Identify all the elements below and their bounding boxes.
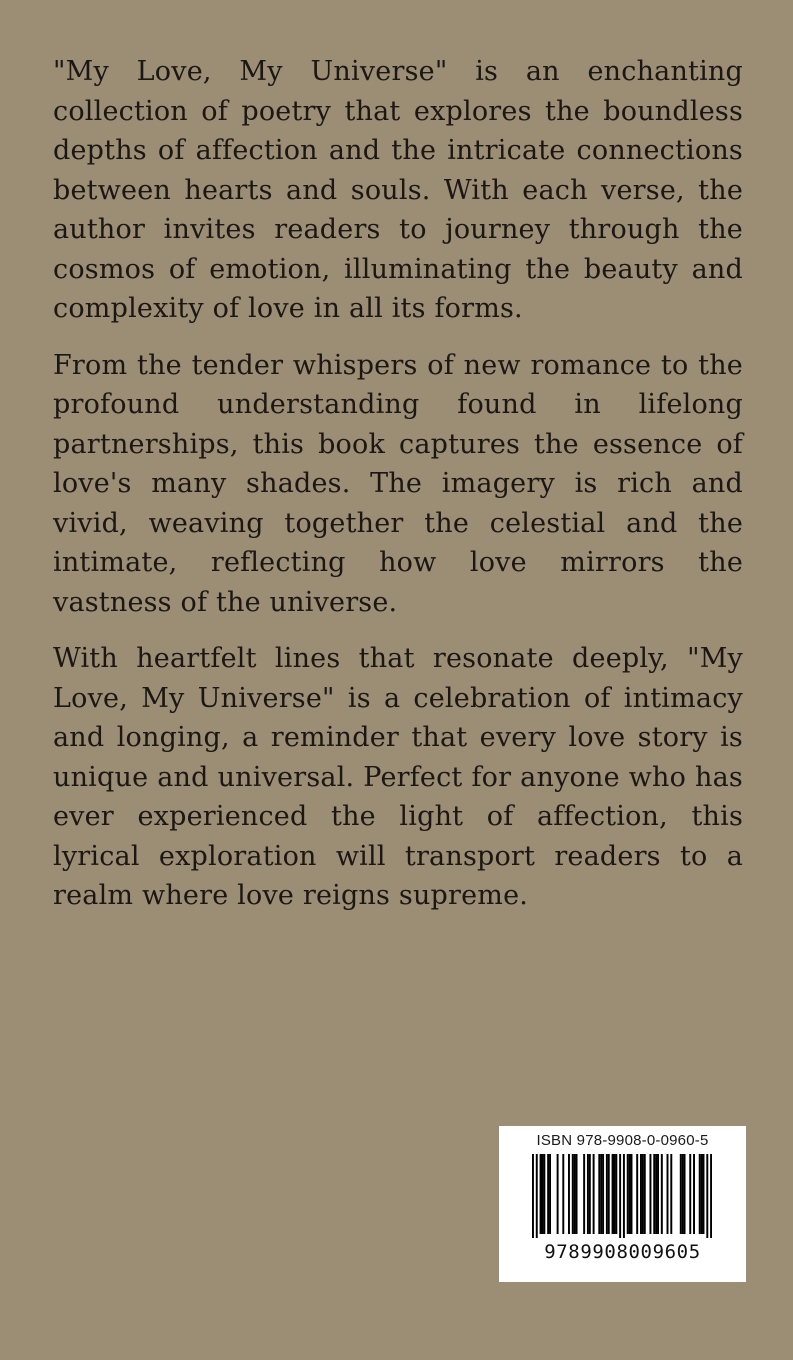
barcode-bar (589, 1154, 591, 1234)
barcode-bars (532, 1154, 712, 1238)
barcode-bar (572, 1154, 574, 1234)
isbn-label: ISBN 978-9908-0-0960-5 (536, 1132, 709, 1149)
barcode-bar (547, 1154, 549, 1234)
barcode-bar (612, 1154, 614, 1234)
blurb-text (53, 52, 743, 933)
barcode-bar (627, 1154, 629, 1234)
barcode-bar (574, 1154, 576, 1234)
barcode-bar (623, 1154, 625, 1238)
barcode-bar (576, 1154, 578, 1234)
barcode-bar (653, 1154, 655, 1234)
barcode-bar (543, 1154, 545, 1234)
barcode-bar (615, 1154, 617, 1234)
barcode-bar (613, 1154, 615, 1234)
barcode-bar (670, 1154, 672, 1234)
barcode-bar (541, 1154, 543, 1234)
barcode-bar (693, 1154, 695, 1234)
barcode-bar (689, 1154, 691, 1234)
barcode-bar (631, 1154, 633, 1234)
barcode-bar (703, 1154, 705, 1234)
barcode-bar (532, 1154, 534, 1238)
barcode-bar (536, 1154, 538, 1238)
barcode-bar (644, 1154, 646, 1234)
barcode-bar (583, 1154, 585, 1234)
barcode-bar (629, 1154, 631, 1234)
blurb-paragraph-3: With heartfelt lines that resonate deeply, "My Love, My Universe" is a celebration of intimacy and longing, a reminder that every love story is unique and universal. Perfect for anyone who has ever experienced the light of affection, this lyrical exploration will transport readers to a realm where love reigns supreme. (53, 643, 743, 911)
barcode-bar (562, 1154, 564, 1234)
barcode-bar (600, 1154, 602, 1234)
barcode-bar (642, 1154, 644, 1234)
barcode-bar (557, 1154, 559, 1234)
isbn-barcode (499, 1126, 746, 1282)
barcode-bar (540, 1154, 542, 1234)
barcode-bar (684, 1154, 686, 1234)
barcode-bar (657, 1154, 659, 1234)
barcode-bar (680, 1154, 682, 1234)
barcode-bar (602, 1154, 604, 1234)
barcode-bar (699, 1154, 701, 1234)
barcode-bar (682, 1154, 684, 1234)
barcode-bar (701, 1154, 703, 1234)
barcode-digits: 9789908009605 (544, 1241, 701, 1263)
barcode-bar (649, 1154, 651, 1234)
barcode-bar (619, 1154, 621, 1238)
barcode-bar (640, 1154, 642, 1234)
barcode-bar (667, 1154, 669, 1234)
barcode-bar (606, 1154, 608, 1234)
barcode-bar (661, 1154, 663, 1234)
barcode-bar (593, 1154, 595, 1234)
barcode-bar (710, 1154, 712, 1238)
barcode-bar (636, 1154, 638, 1234)
barcode-bar (549, 1154, 551, 1234)
barcode-bar (655, 1154, 657, 1234)
barcode-bar (568, 1154, 570, 1234)
barcode-bar (587, 1154, 589, 1234)
blurb-paragraph-1: "My Love, My Universe" is an enchanting collection of poetry that explores the boundless depths of affection and the intricate connections between hearts and souls. With each verse, the author invites readers to journey through the cosmos of emotion, illuminating the beauty and complexity of love in all its forms. (53, 56, 743, 324)
blurb-paragraph-2: From the tender whispers of new romance to the profound understanding found in lifelong partnerships, this book captures the essence of love's many shades. The imagery is rich and vivid, weaving together the celestial and the intimate, reflecting how love mirrors the vastness of the universe. (53, 349, 743, 618)
barcode-bar (598, 1154, 600, 1234)
barcode-bar (706, 1154, 708, 1238)
barcode-bar (608, 1154, 610, 1234)
